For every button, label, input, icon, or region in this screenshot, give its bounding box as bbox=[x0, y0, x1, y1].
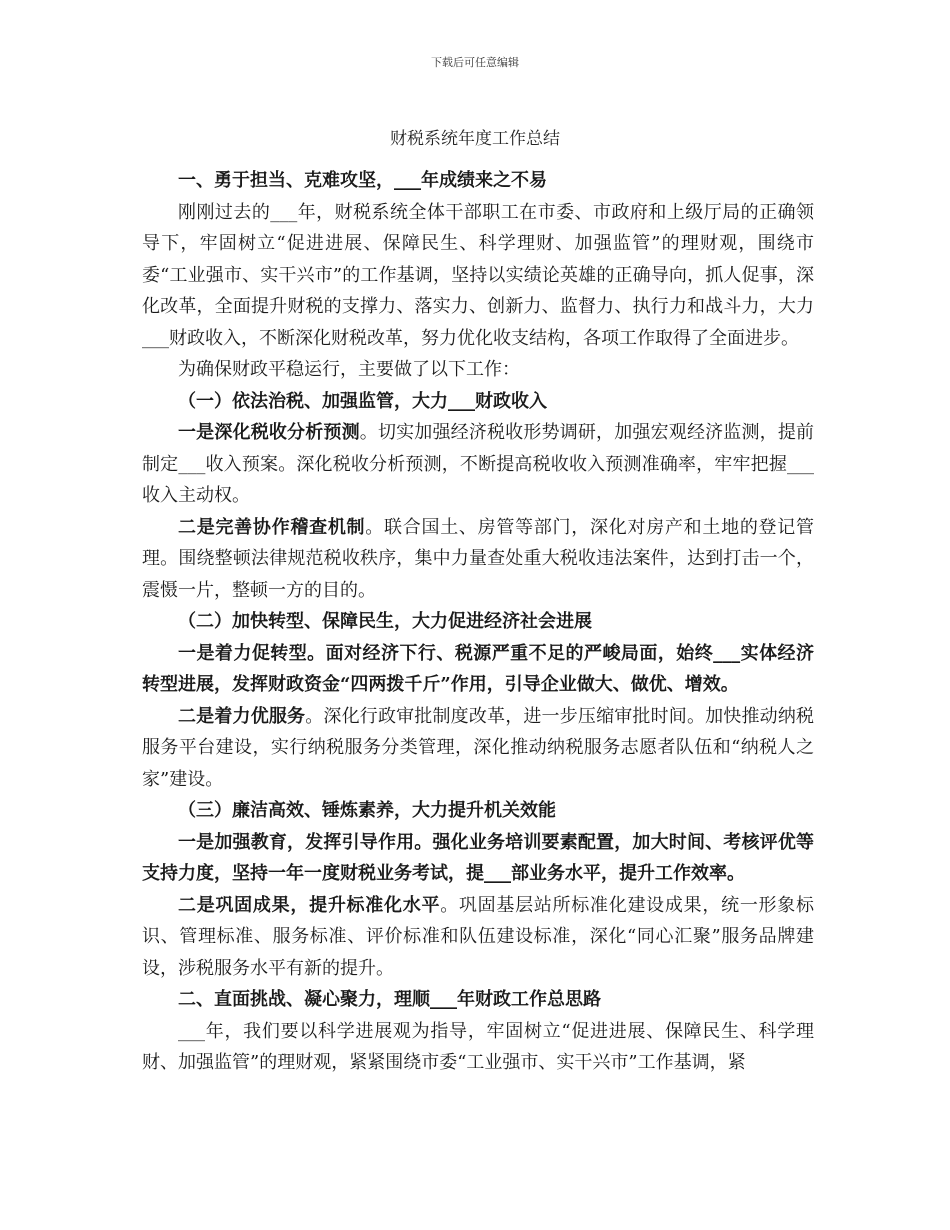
subsection-1-heading: （一）依法治税、加强监管，大力___财政收入 bbox=[178, 390, 547, 412]
subsection-3-item-1: 一是加强教育，发挥引导作用。强化业务培训要素配置，加大时间、考核评优等支持力度，坚持一年一度财税业务考试，提___部业务水平，提升工作效率。 bbox=[142, 831, 814, 884]
item-lead: 二是着力优服务 bbox=[178, 705, 306, 727]
subsection-2-item-2 bbox=[142, 701, 814, 796]
page-header: 下载后可任意编辑 bbox=[431, 56, 519, 69]
subsection-1-item-1 bbox=[142, 417, 814, 512]
item-text: 。联合国土、房管等部门，深化对房产和土地的登记管理。围绕整顿法律规范税收秩序，集中力量查处重大税收违法案件，达到打击一个，震慑一片，整顿一方的目的。 bbox=[142, 516, 815, 601]
subsection-3-heading: （三）廉洁高效、锤炼素养，大力提升机关效能 bbox=[178, 800, 556, 821]
subsection-2-heading: （二）加快转型、保障民生，大力促进经济社会进展 bbox=[178, 611, 592, 632]
section-2-paragraph-1: ___年，我们要以科学进展观为指导，牢固树立“促进进展、保障民生、科学理财、加强监管”的理财观，紧紧围绕市委“工业强市、实干兴市”工作基调，紧 bbox=[142, 1020, 814, 1073]
item-lead: 一是深化税收分析预测 bbox=[178, 422, 360, 443]
document-body bbox=[142, 165, 814, 1079]
section-2-heading: 二、直面挑战、凝心聚力，理顺___年财政工作总思路 bbox=[178, 989, 601, 1010]
subsection-2-item-1: 一是着力促转型。面对经济下行、税源严重不足的严峻局面，始终___实体经济转型进展，发挥财政资金“四两拨千斤”作用，引导企业做大、做优、增效。 bbox=[142, 642, 814, 695]
document-title: 财税系统年度工作总结 bbox=[390, 129, 560, 149]
item-text: 。切实加强经济税收形势调研，加强宏观经济监测，提前制定___收入预案。深化税收分析预测，不断提高税收收入预测准确率，牢牢把握___收入主动权。 bbox=[142, 422, 814, 506]
section-1-heading: 一、勇于担当、克难攻坚，___年成绩来之不易 bbox=[178, 170, 547, 191]
section-1-paragraph-2: 为确保财政平稳运行，主要做了以下工作： bbox=[178, 359, 520, 380]
item-lead: 二是完善协作稽查机制 bbox=[178, 516, 366, 538]
subsection-3-item-2 bbox=[142, 890, 814, 985]
section-1-paragraph-1: 刚刚过去的___年，财税系统全体干部职工在市委、市政府和上级厅局的正确领导下，牢固树立“促进进展、保障民生、科学理财、加强监管”的理财观，围绕市委“工业强市、实干兴市”的工作基调，坚持以实绩论英雄的正确导向，抓人促事，深化改革，全面提升财税的支撑力、落实力、创新力、监督力、执行力和战斗力，大力___财政收入，不断深化财税改革，努力优化收支结构，各项工作取得了全面进步。 bbox=[142, 201, 814, 349]
subsection-1-item-2 bbox=[142, 512, 814, 607]
item-text: 。深化行政审批制度改革，进一步压缩审批时间。加快推动纳税服务平台建设，实行纳税服务分类管理，深化推动纳税服务志愿者队伍和“纳税人之家”建设。 bbox=[142, 705, 815, 790]
item-lead: 二是巩固成果，提升标准化水平 bbox=[178, 894, 441, 916]
item-text: 。巩固基层站所标准化建设成果，统一形象标识、管理标准、服务标准、评价标准和队伍建设标准，深化“同心汇聚”服务品牌建设，涉税服务水平有新的提升。 bbox=[142, 894, 815, 979]
